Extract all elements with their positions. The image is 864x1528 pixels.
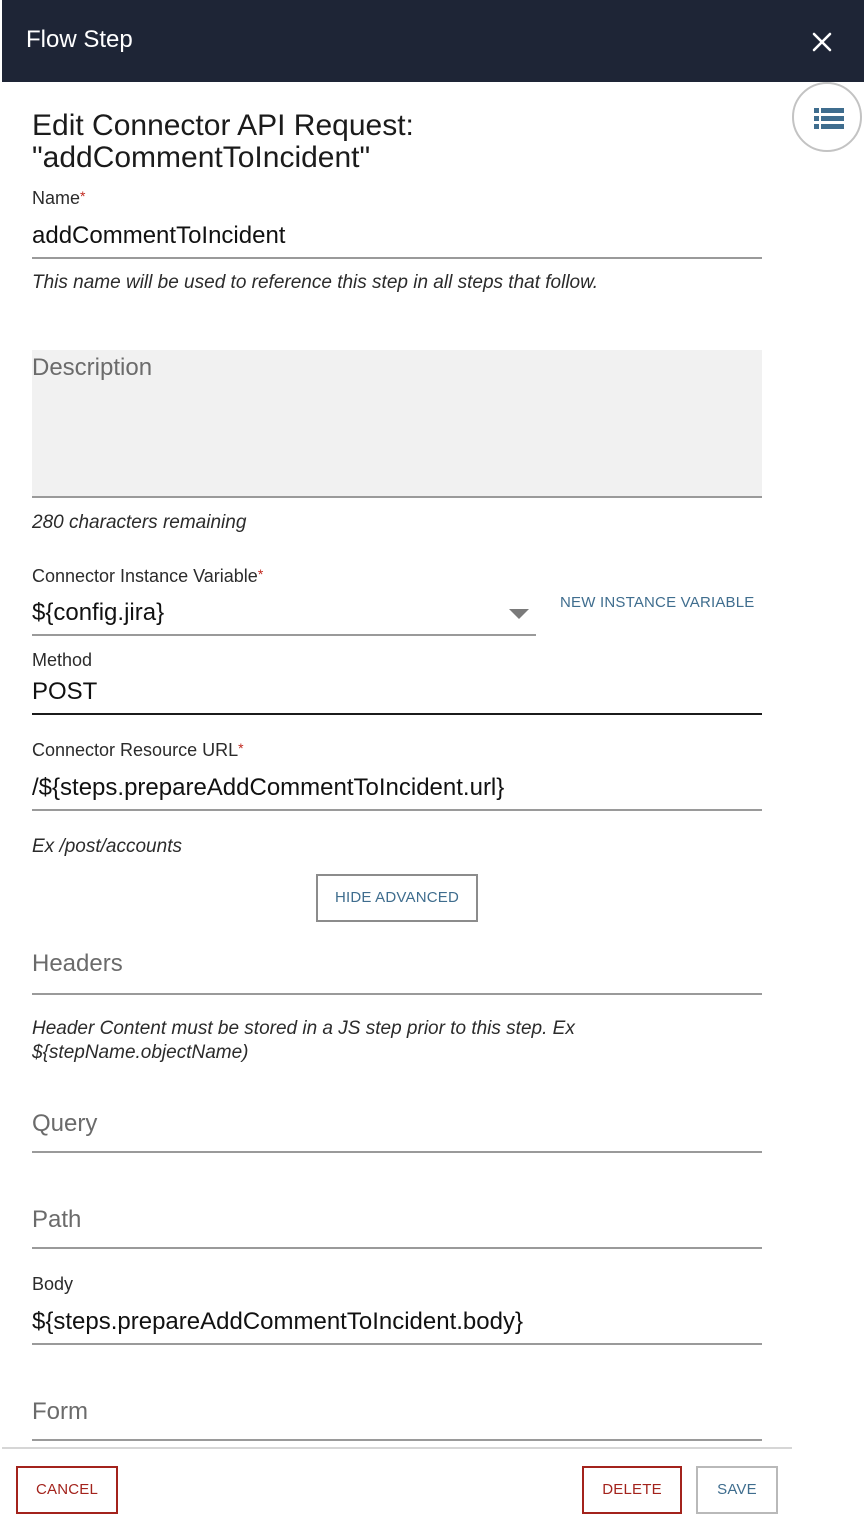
close-icon xyxy=(802,22,842,62)
save-button[interactable]: SAVE xyxy=(696,1466,778,1514)
hide-advanced-button[interactable]: HIDE ADVANCED xyxy=(316,874,478,922)
resource-url-label: Connector Resource URL* xyxy=(32,740,244,760)
panel-title: Flow Step xyxy=(26,26,133,53)
outline-toggle-button[interactable] xyxy=(792,82,862,152)
path-input[interactable]: Path xyxy=(32,1206,82,1233)
method-label: Method xyxy=(32,650,93,670)
description-char-count: 280 characters remaining xyxy=(32,512,247,533)
resource-url-input[interactable]: /${steps.prepareAddCommentToIncident.url} xyxy=(32,774,505,801)
headers-underline xyxy=(32,993,762,995)
path-underline xyxy=(32,1247,762,1249)
panel-header xyxy=(2,0,864,82)
description-placeholder: Description xyxy=(32,354,153,381)
headers-input[interactable]: Headers xyxy=(32,950,123,977)
flow-step-panel xyxy=(2,0,864,1528)
close-button[interactable] xyxy=(802,22,842,62)
connector-instance-select[interactable]: ${config.jira} xyxy=(32,599,165,626)
resource-url-underline xyxy=(32,809,762,811)
form-underline xyxy=(32,1439,762,1441)
body-underline xyxy=(32,1343,762,1345)
description-textarea[interactable] xyxy=(32,350,762,498)
required-marker: * xyxy=(257,566,264,582)
body-input[interactable]: ${steps.prepareAddCommentToIncident.body} xyxy=(32,1308,523,1335)
query-underline xyxy=(32,1151,762,1153)
required-marker: * xyxy=(238,740,244,756)
name-hint: This name will be used to reference this step in all steps that follow. xyxy=(32,272,599,293)
name-label: Name* xyxy=(32,188,86,208)
body-label: Body xyxy=(32,1274,74,1294)
new-instance-variable-link[interactable]: NEW INSTANCE VARIABLE xyxy=(560,594,755,611)
list-icon xyxy=(814,108,844,130)
page-title: Edit Connector API Request: "addCommentToIncident" xyxy=(32,109,414,174)
query-input[interactable]: Query xyxy=(32,1110,98,1137)
resource-url-hint: Ex /post/accounts xyxy=(32,836,182,857)
footer-divider xyxy=(2,1447,792,1449)
method-value: POST xyxy=(32,678,98,705)
delete-button[interactable]: DELETE xyxy=(582,1466,682,1514)
name-input-underline xyxy=(32,257,762,259)
form-input[interactable]: Form xyxy=(32,1398,88,1425)
required-marker: * xyxy=(80,188,86,204)
name-input[interactable]: addCommentToIncident xyxy=(32,222,286,249)
chevron-down-icon[interactable] xyxy=(509,609,529,619)
connector-instance-underline xyxy=(32,634,536,636)
method-underline xyxy=(32,713,762,715)
headers-hint: Header Content must be stored in a JS step prior to this step. Ex ${stepName.objectName) xyxy=(32,1018,575,1063)
cancel-button[interactable]: CANCEL xyxy=(16,1466,118,1514)
connector-instance-label: Connector Instance Variable* xyxy=(32,566,264,586)
